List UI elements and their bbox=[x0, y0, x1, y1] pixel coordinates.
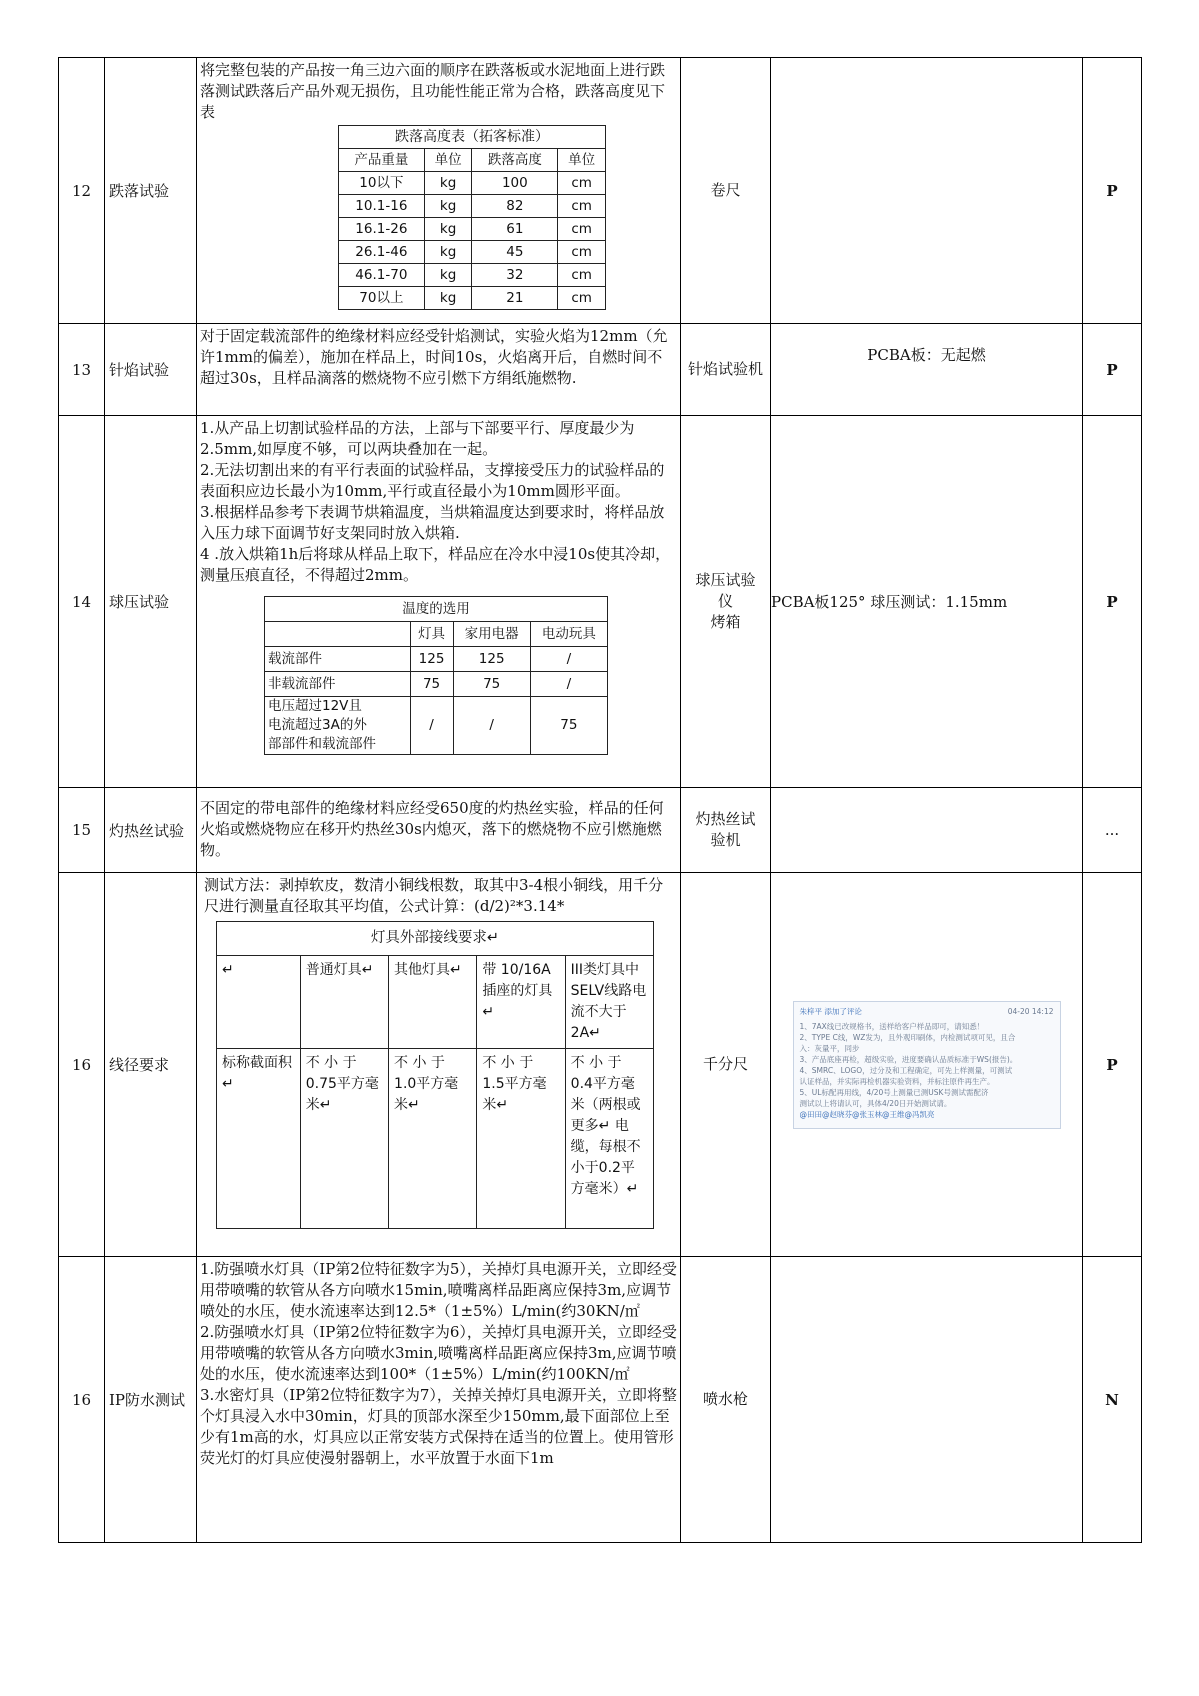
equipment-line: 验机 bbox=[710, 831, 741, 849]
cell-line: 电压超过12V且 bbox=[268, 698, 362, 714]
verdict: ... bbox=[1083, 788, 1142, 873]
comment-line: 2、TYPE C线，WZ发为，且外观印刷体，内检测试项可见，且合 bbox=[799, 1032, 1016, 1042]
table-cell: / bbox=[530, 647, 607, 672]
table-cell: 70以上 bbox=[339, 287, 425, 310]
table-cell: 75 bbox=[530, 697, 607, 755]
test-step: 3.水密灯具（IP第2位特征数字为7），关掉关掉灯具电源开关，立即将整个灯具浸入水中30min，灯具的顶部水深至少150mm,最下面部位上至少有1m高的水，灯具应以正常安装方式保持在适当的位置上。使用管形荧光灯的灯具应使漫射器朝上，水平放置于水面下1m bbox=[200, 1386, 677, 1467]
column-header: 跌落高度 bbox=[472, 149, 558, 172]
comment-line: 1、7AX线已改规格书，送样给客户样品即可，请知悉！ bbox=[799, 1021, 985, 1031]
row-number: 16 bbox=[59, 1257, 105, 1543]
comment-line: 5、UL标配再用线，4/20号上测量已测USK号测试需配济 bbox=[799, 1087, 989, 1097]
verdict: P bbox=[1083, 58, 1142, 324]
test-item: 球压试验 bbox=[105, 416, 197, 788]
table-cell: 16.1-26 bbox=[339, 218, 425, 241]
verdict: P bbox=[1083, 324, 1142, 416]
table-cell: 不 小 于 0.75平方毫米↵ bbox=[300, 1049, 388, 1229]
table-cell: 10.1-16 bbox=[339, 195, 425, 218]
table-cell: 32 bbox=[472, 264, 558, 287]
test-step: 3.根据样品参考下表调节烘箱温度，当烘箱温度达到要求时，将样品放入压力球下面调节好支架同时放入烘箱. bbox=[200, 503, 665, 542]
table-cell: cm bbox=[558, 241, 606, 264]
column-header: 产品重量 bbox=[339, 149, 425, 172]
table-cell: 46.1-70 bbox=[339, 264, 425, 287]
table-cell: kg bbox=[424, 218, 472, 241]
test-description: 对于固定载流部件的绝缘材料应经受针焰测试，实验火焰为12mm（允许1mm的偏差），施加在样品上，时间10s，火焰离开后，自燃时间不超过30s，且样品滴落的燃烧物不应引燃下方绢纸施燃物. bbox=[197, 324, 681, 416]
test-equipment: 卷尺 bbox=[681, 58, 771, 324]
table-row bbox=[339, 195, 606, 218]
column-header: 其他灯具↵ bbox=[389, 956, 477, 1049]
test-step: 1.防强喷水灯具（IP第2位特征数字为5），关掉灯具电源开关，立即经受用带喷嘴的软管从各方向喷水15min,喷嘴离样品距离应保持3m,应调节喷处的水压，使水流速率达到12.5*（1±5%）L/min(约30KN/㎡ bbox=[200, 1260, 677, 1320]
comment-screenshot bbox=[793, 1001, 1061, 1129]
test-equipment: 喷水枪 bbox=[681, 1257, 771, 1543]
table-row bbox=[339, 218, 606, 241]
table-cell: / bbox=[410, 697, 453, 755]
equipment-line: 烤箱 bbox=[710, 613, 741, 631]
test-equipment bbox=[681, 416, 771, 788]
test-step: 4 .放入烘箱1h后将球从样品上取下，样品应在冷水中浸10s使其冷却，测量压痕直径，不得超过2mm。 bbox=[200, 545, 671, 584]
table-row bbox=[339, 264, 606, 287]
table-cell: cm bbox=[558, 287, 606, 310]
table-cell: 26.1-46 bbox=[339, 241, 425, 264]
drop-table-title: 跌落高度表（拓客标准） bbox=[339, 126, 606, 149]
table-cell: 100 bbox=[472, 172, 558, 195]
table-cell: cm bbox=[558, 264, 606, 287]
comment-line: 认证样品，并实际再检机器实验资料，并标注原件再生产。 bbox=[799, 1076, 995, 1086]
table-cell: 125 bbox=[410, 647, 453, 672]
table-row bbox=[339, 241, 606, 264]
row-number: 16 bbox=[59, 873, 105, 1257]
column-header: 家用电器 bbox=[453, 622, 530, 647]
test-item: 跌落试验 bbox=[105, 58, 197, 324]
table-cell: 非载流部件 bbox=[265, 672, 411, 697]
test-item: 针焰试验 bbox=[105, 324, 197, 416]
test-result bbox=[771, 788, 1083, 873]
table-row bbox=[59, 873, 1142, 1257]
test-result: PCBA板：无起燃 bbox=[771, 324, 1083, 416]
comment-header: 朱梓平 添加了评论 bbox=[799, 1006, 862, 1016]
column-header: ↵ bbox=[217, 956, 301, 1049]
column-header bbox=[265, 622, 411, 647]
column-header: 单位 bbox=[558, 149, 606, 172]
table-row bbox=[265, 647, 608, 672]
table-cell: 不 小 于 1.0平方毫米↵ bbox=[389, 1049, 477, 1229]
temperature-table bbox=[264, 596, 608, 755]
table-cell: 75 bbox=[453, 672, 530, 697]
table-row bbox=[59, 58, 1142, 324]
test-result: PCBA板125° 球压测试：1.15mm bbox=[771, 416, 1083, 788]
row-number: 12 bbox=[59, 58, 105, 324]
cell-line: 部部件和载流部件 bbox=[268, 736, 376, 752]
verdict: P bbox=[1083, 873, 1142, 1257]
test-equipment: 针焰试验机 bbox=[681, 324, 771, 416]
table-cell: 不 小 于 0.4平方毫米（两根或更多↵ 电缆，每根不小于0.2平方毫米）↵ bbox=[565, 1049, 653, 1229]
cell-line: 电流超过3A的外 bbox=[268, 717, 367, 733]
table-cell: 载流部件 bbox=[265, 647, 411, 672]
test-description: 不固定的带电部件的绝缘材料应经受650度的灼热丝实验，样品的任何火焰或燃烧物应在移开灼热丝30s内熄灭，落下的燃烧物不应引燃施燃物。 bbox=[197, 788, 681, 873]
row-number: 14 bbox=[59, 416, 105, 788]
equipment-line: 仪 bbox=[717, 592, 733, 610]
wire-requirement-table bbox=[216, 921, 654, 1229]
test-description: 测试方法：剥掉软皮，数清小铜线根数，取其中3-4根小铜线，用千分尺进行测量直径取其平均值，公式计算：(d/2)²*3.14* bbox=[204, 876, 664, 915]
table-cell: kg bbox=[424, 241, 472, 264]
test-item: 灼热丝试验 bbox=[105, 788, 197, 873]
table-row bbox=[217, 1049, 654, 1229]
table-cell: kg bbox=[424, 172, 472, 195]
table-cell: / bbox=[530, 672, 607, 697]
test-step: 2.无法切割出来的有平行表面的试验样品，支撑接受压力的试验样品的表面积应边长最小为10mm,平行或直径最小为10mm圆形平面。 bbox=[200, 461, 665, 500]
table-cell: 125 bbox=[453, 647, 530, 672]
table-cell: 82 bbox=[472, 195, 558, 218]
test-item: 线径要求 bbox=[105, 873, 197, 1257]
table-row bbox=[59, 416, 1142, 788]
table-row bbox=[59, 788, 1142, 873]
table-cell: kg bbox=[424, 287, 472, 310]
column-header: 灯具 bbox=[410, 622, 453, 647]
table-row bbox=[339, 172, 606, 195]
table-cell: kg bbox=[424, 195, 472, 218]
table-cell: cm bbox=[558, 172, 606, 195]
table-cell: / bbox=[453, 697, 530, 755]
test-result bbox=[771, 1257, 1083, 1543]
test-result bbox=[771, 58, 1083, 324]
table-cell: kg bbox=[424, 264, 472, 287]
temp-table-title: 温度的选用 bbox=[265, 597, 608, 622]
column-header: 电动玩具 bbox=[530, 622, 607, 647]
test-step: 2.防强喷水灯具（IP第2位特征数字为6），关掉灯具电源开关，立即经受用带喷嘴的软管从各方向喷水3min,喷嘴离样品距离应保持3m,应调节喷处的水压，使水流速率达到100*（1±5%）L/min(约100KN/㎡ bbox=[200, 1323, 677, 1383]
table-row bbox=[265, 697, 608, 755]
comment-line: 3、产品底座再检，超级实验，进度要确认品质标准于WS(报告)。 bbox=[799, 1054, 1018, 1064]
table-cell: cm bbox=[558, 195, 606, 218]
test-report-table bbox=[58, 57, 1142, 1543]
table-cell: 75 bbox=[410, 672, 453, 697]
table-cell: 21 bbox=[472, 287, 558, 310]
test-step: 1.从产品上切割试验样品的方法，上部与下部要平行、厚度最少为2.5mm,如厚度不够，可以两块叠加在一起。 bbox=[200, 419, 635, 458]
wire-table-title: 灯具外部接线要求↵ bbox=[217, 922, 654, 956]
test-equipment bbox=[681, 788, 771, 873]
comment-mentions: @田田@赵晓芬@张玉林@王维@冯凯亮 bbox=[799, 1109, 935, 1119]
row-number: 15 bbox=[59, 788, 105, 873]
comment-line: 测试以上将请认可，具体4/20日开始测试请。 bbox=[799, 1098, 952, 1108]
verdict: N bbox=[1083, 1257, 1142, 1543]
table-cell: cm bbox=[558, 218, 606, 241]
equipment-line: 球压试验 bbox=[695, 571, 756, 589]
test-item: IP防水测试 bbox=[105, 1257, 197, 1543]
test-equipment: 千分尺 bbox=[681, 873, 771, 1257]
equipment-line: 灼热丝试 bbox=[695, 810, 756, 828]
table-cell: 10以下 bbox=[339, 172, 425, 195]
comment-line: 入：灰量平，同步 bbox=[799, 1043, 860, 1053]
column-header: 普通灯具↵ bbox=[300, 956, 388, 1049]
table-cell: 45 bbox=[472, 241, 558, 264]
table-row bbox=[339, 287, 606, 310]
row-number: 13 bbox=[59, 324, 105, 416]
table-cell: 标称截面积↵ bbox=[217, 1049, 301, 1229]
drop-height-table bbox=[338, 125, 606, 310]
comment-date: 04-20 14:12 bbox=[1007, 1006, 1054, 1016]
column-header: III类灯具中SELV线路电流不大于2A↵ bbox=[565, 956, 653, 1049]
test-description: 将完整包装的产品按一角三边六面的顺序在跌落板或水泥地面上进行跌落测试跌落后产品外观无损伤，且功能性能正常为合格，跌落高度见下表 bbox=[200, 61, 666, 121]
verdict: P bbox=[1083, 416, 1142, 788]
table-row bbox=[59, 324, 1142, 416]
comment-line: 4、SMRC、LOGO，过分及和工程确定，可先上样测量，可测试 bbox=[799, 1065, 1013, 1075]
table-cell: 61 bbox=[472, 218, 558, 241]
table-row bbox=[265, 672, 608, 697]
table-cell bbox=[265, 697, 411, 755]
table-cell: 不 小 于 1.5平方毫米↵ bbox=[477, 1049, 565, 1229]
column-header: 单位 bbox=[424, 149, 472, 172]
table-row bbox=[59, 1257, 1142, 1543]
column-header: 带 10/16A 插座的灯具↵ bbox=[477, 956, 565, 1049]
